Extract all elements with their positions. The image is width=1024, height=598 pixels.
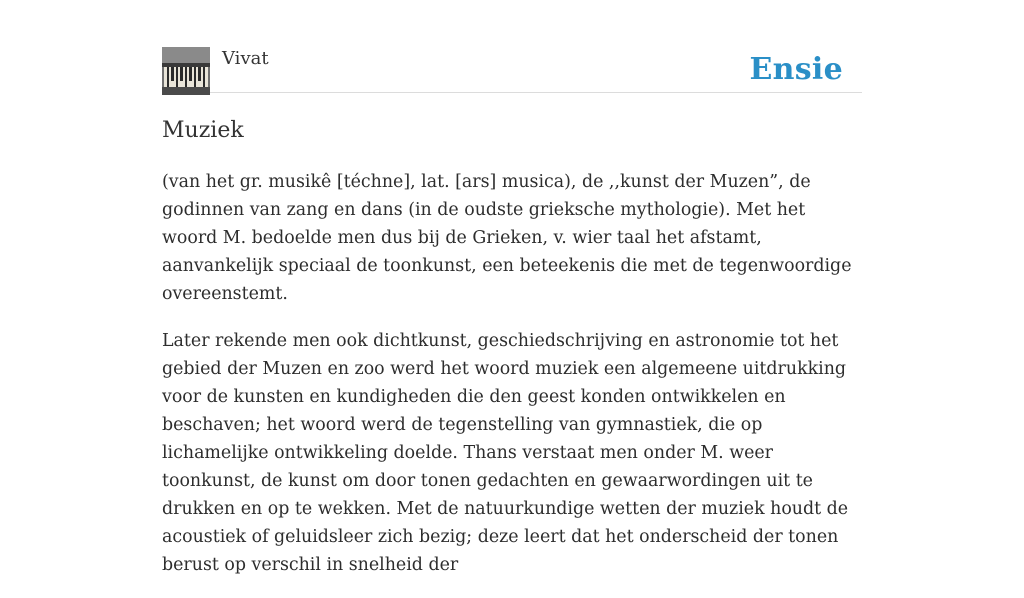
piano-keys-image <box>162 47 210 95</box>
page-header <box>162 47 862 93</box>
author-name[interactable]: Vivat <box>222 48 269 69</box>
article-body <box>162 168 862 598</box>
article-paragraph: Later rekende men ook dichtkunst, geschiedschrijving en astronomie tot het gebied der Muzen en zoo werd het woord muziek een algemeene uitdrukking voor de kunsten en kundigheden die den geest konden ontwikkelen en beschaven; het woord werd de tegenstelling van gymnastiek, die op lichamelijke ontwikkeling doelde. Thans verstaat men onder M. weer toonkunst, de kunst om door tonen gedachten en gewaarwordingen uit te drukken en op te wekken. Met de natuurkundige wetten der muziek houdt de acoustiek of geluidsleer zich bezig; deze leert dat het onderscheid der tonen berust op verschil in snelheid der <box>162 331 849 575</box>
author-avatar[interactable] <box>162 47 210 95</box>
article-paragraph: (van het gr. musikê [téchne], lat. [ars] musica), de ,,kunst der Muzen”, de godinnen van zang en dans (in de oudste grieksche mythologie). Met het woord M. bedoelde men dus bij de Grieken, v. wier taal het afstamt, aanvankelijk speciaal de toonkunst, een beteekenis die met de tegenwoordige overeenstemt. <box>162 172 852 304</box>
article-title: Muziek <box>162 118 244 143</box>
brand-logo[interactable]: Ensie <box>749 52 843 87</box>
